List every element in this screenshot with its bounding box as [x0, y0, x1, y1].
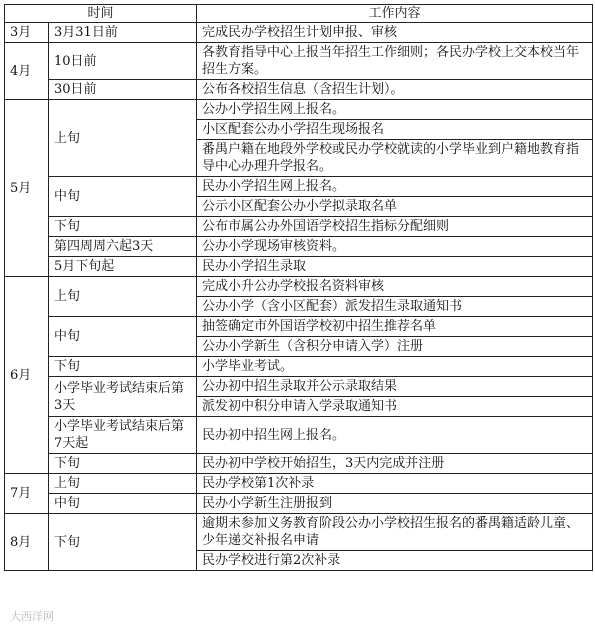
- work-cell: 民办小学招生网上报名。: [197, 177, 593, 197]
- month-cell: 7月: [5, 474, 49, 514]
- time-cell: 小学毕业考试结束后第7天起: [49, 417, 197, 454]
- work-cell: 公办小学（含小区配套）派发招生录取通知书: [197, 297, 593, 317]
- time-cell: 小学毕业考试结束后第3天: [49, 377, 197, 417]
- work-cell: 小区配套公办小学招生现场报名: [197, 120, 593, 140]
- time-cell: 中旬: [49, 317, 197, 357]
- month-cell: 6月: [5, 277, 49, 474]
- work-cell: 公办小学新生（含积分申请入学）注册: [197, 337, 593, 357]
- table-row: [5, 514, 593, 551]
- work-cell: 公布各校招生信息（含招生计划）。: [197, 80, 593, 100]
- work-cell: 公示小区配套公办小学拟录取名单: [197, 197, 593, 217]
- time-cell: 30日前: [49, 80, 197, 100]
- table-header-row: [5, 5, 593, 23]
- work-cell: 民办小学招生录取: [197, 257, 593, 277]
- time-cell: 第四周周六起3天: [49, 237, 197, 257]
- month-cell: 8月: [5, 514, 49, 571]
- month-cell: 3月: [5, 23, 49, 43]
- table-row: [5, 217, 593, 237]
- time-cell: 下旬: [49, 514, 197, 571]
- work-cell: 公布市属公办外国语学校招生指标分配细则: [197, 217, 593, 237]
- time-cell: 上旬: [49, 474, 197, 494]
- work-cell: 各教育指导中心上报当年招生工作细则；各民办学校上交本校当年招生方案。: [197, 43, 593, 80]
- enrollment-schedule-table: [4, 4, 593, 571]
- work-cell: 完成民办学校招生计划申报、审核: [197, 23, 593, 43]
- work-cell: 民办初中招生网上报名。: [197, 417, 593, 454]
- table-row: [5, 23, 593, 43]
- work-cell: 小学毕业考试。: [197, 357, 593, 377]
- time-cell: 中旬: [49, 494, 197, 514]
- table-row: [5, 474, 593, 494]
- header-work: 工作内容: [197, 5, 593, 23]
- table-row: [5, 357, 593, 377]
- table-row: [5, 317, 593, 337]
- work-cell: 民办学校进行第2次补录: [197, 551, 593, 571]
- month-cell: 5月: [5, 100, 49, 277]
- work-cell: 民办学校第1次补录: [197, 474, 593, 494]
- time-cell: 5月下旬起: [49, 257, 197, 277]
- time-cell: 中旬: [49, 177, 197, 217]
- work-cell: 民办初中学校开始招生，3天内完成并注册: [197, 454, 593, 474]
- table-row: [5, 177, 593, 197]
- time-cell: 10日前: [49, 43, 197, 80]
- work-cell: 番禺户籍在地段外学校或民办学校就读的小学毕业到户籍地教育指导中心办理升学报名。: [197, 140, 593, 177]
- work-cell: 派发初中积分申请入学录取通知书: [197, 397, 593, 417]
- table-row: [5, 100, 593, 120]
- table-row: [5, 237, 593, 257]
- table-row: [5, 377, 593, 397]
- table-row: [5, 417, 593, 454]
- work-cell: 公办小学现场审核资料。: [197, 237, 593, 257]
- table-row: [5, 454, 593, 474]
- time-cell: 下旬: [49, 454, 197, 474]
- work-cell: 完成小升公办学校报名资料审核: [197, 277, 593, 297]
- table-row: [5, 80, 593, 100]
- table-row: [5, 43, 593, 80]
- header-time: 时间: [5, 5, 197, 23]
- table-row: [5, 277, 593, 297]
- month-cell: 4月: [5, 43, 49, 100]
- work-cell: 民办小学新生注册报到: [197, 494, 593, 514]
- time-cell: 3月31日前: [49, 23, 197, 43]
- time-cell: 上旬: [49, 277, 197, 317]
- work-cell: 抽签确定市外国语学校初中招生推荐名单: [197, 317, 593, 337]
- work-cell: 逾期未参加义务教育阶段公办小学校招生报名的番禺籍适龄儿童、少年递交补报名申请: [197, 514, 593, 551]
- time-cell: 上旬: [49, 100, 197, 177]
- time-cell: 下旬: [49, 357, 197, 377]
- table-row: [5, 257, 593, 277]
- watermark: 大西洋网: [10, 610, 54, 623]
- table-row: [5, 494, 593, 514]
- work-cell: 公办初中招生录取并公示录取结果: [197, 377, 593, 397]
- time-cell: 下旬: [49, 217, 197, 237]
- work-cell: 公办小学招生网上报名。: [197, 100, 593, 120]
